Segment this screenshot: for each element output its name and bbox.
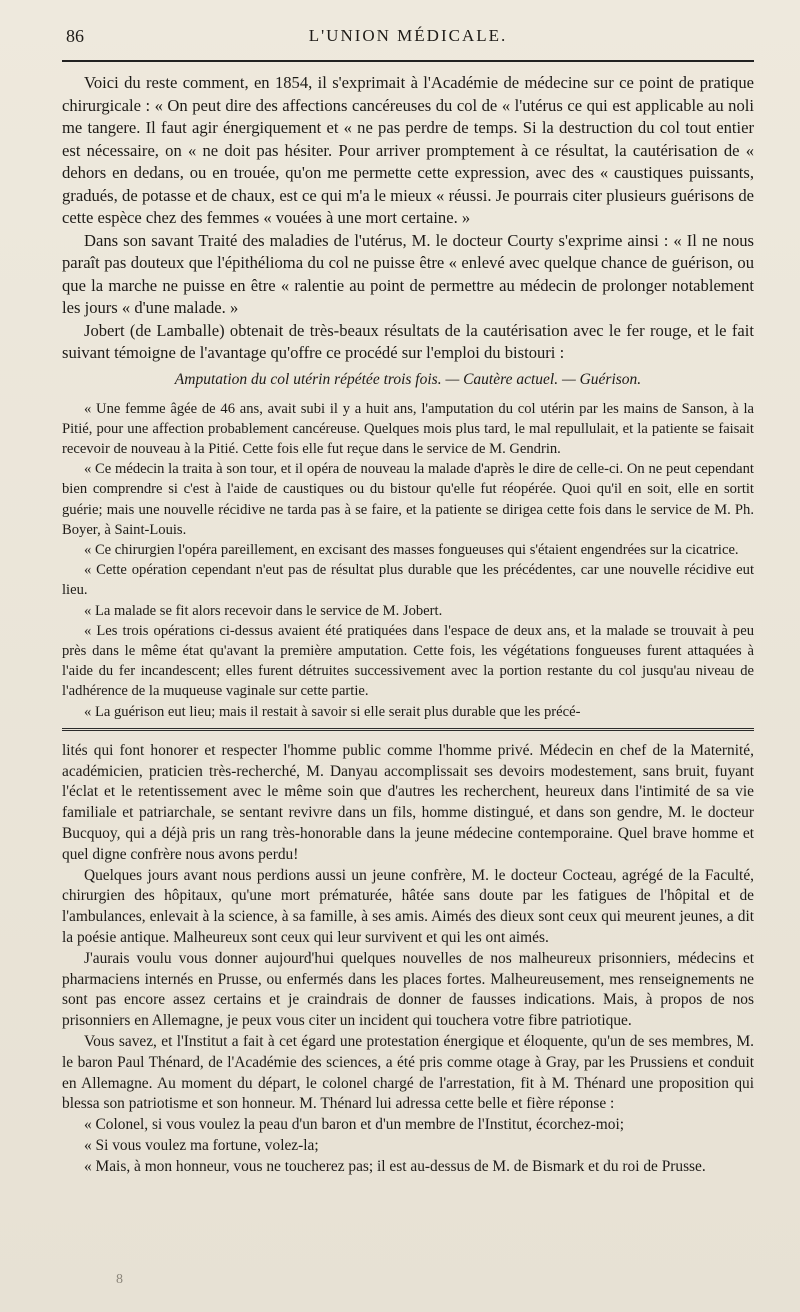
feuilleton-paragraph: Quelques jours avant nous perdions aussi un jeune confrère, M. le docteur Cocteau, agrégé de la Faculté, chirurgien des hôpitaux, qu'une mort prématurée, hâtée sans doute par les fatigues de l'hôpital et de l'ambulances, enlevait à la science, à sa famille, à ses amis. Aimés des dieux sont ceux qui meurent jeunes, a dit la poésie antique. Malheureux sont ceux qui leur survivent et qui les ont aimés.: [62, 866, 754, 946]
feuilleton-paragraph: Vous savez, et l'Institut a fait à cet égard une protestation énergique et éloquente, qu'un de ses membres, M. le baron Paul Thénard, de l'Académie des sciences, a été pris comme otage à Gray, par les Prussiens et conduit en Allemagne. Au moment du départ, le colonel chargé de l'arrestation, fit à M. Thénard une proposition qui blessa son patriotisme et son honneur. M. Thénard lui adressa cette belle et fière réponse :: [62, 1032, 754, 1113]
feuilleton-paragraph: J'aurais voulu vous donner aujourd'hui quelques nouvelles de nos malheureux prisonniers, médecins et pharmaciens internés en Prusse, ou enfermés dans les places fortes. Malheureusement, mes renseignements ne sont pas encore assez certains et je craindrais de donner de fausses indications. Mais, à propos de nos prisonniers en Allemagne, je peux vous citer un incident qui touchera votre fibre patriotique.: [62, 949, 754, 1030]
header-rule: [62, 60, 754, 62]
main-paragraph: Dans son savant Traité des maladies de l'utérus, M. le docteur Courty s'exprime ainsi : « Il ne nous paraît pas douteux que l'épithélioma du col ne puisse être « enlevé avec quelque chance de guérison, ou que la marche ne puisse en être « ralentie au point de permettre au médecin de prolonger notablement les jours « d'une malade. »: [62, 230, 754, 317]
main-paragraph: Jobert (de Lamballe) obtenait de très-beaux résultats de la cautérisation avec le fer rouge, et le fait suivant témoigne de l'avantage qu'offre ce procédé sur l'emploi du bistouri :: [62, 320, 754, 362]
case-paragraph: « La guérison eut lieu; mais il restait à savoir si elle serait plus durable que les précé-: [84, 703, 581, 720]
feuilleton-divider: [62, 728, 754, 731]
case-report: [62, 399, 754, 722]
feuilleton-quote-line: « Si vous voulez ma fortune, volez-la;: [84, 1136, 319, 1154]
feuilleton-quote-line: « Mais, à mon honneur, vous ne toucherez pas; il est au-dessus de M. de Bismark et du roi de Prusse.: [84, 1157, 706, 1175]
feuilleton-section: [62, 741, 754, 1178]
case-paragraph: « Une femme âgée de 46 ans, avait subi il y a huit ans, l'amputation du col utérin par les mains de Sanson, à la Pitié, pour une affection probablement cancéreuse. Quelques mois plus tard, le mal repullulait, et la patiente se faisait recevoir de nouveau à la Pitié. Cette fois elle fut reçue dans le service de M. Gendrin.: [62, 400, 754, 457]
page-number: 86: [66, 26, 84, 46]
case-paragraph: « Les trois opérations ci-dessus avaient été pratiquées dans l'espace de deux ans, et la malade se trouvait à peu près dans le même état qu'avant la première amputation. Cette fois, les végétations fongueuses furent attaquées à l'aide du fer incandescent; elles furent détruites successivement avec la portion restante du col jusqu'au niveau de l'adhérence de la muqueuse vaginale sur cette partie.: [62, 622, 754, 700]
case-paragraph: « Cette opération cependant n'eut pas de résultat plus durable que les précédentes, car une nouvelle récidive eut lieu.: [62, 562, 754, 599]
journal-title: L'UNION MÉDICALE.: [308, 26, 508, 45]
case-subheading: Amputation du col utérin répétée trois fois. — Cautère actuel. — Guérison.: [174, 370, 642, 388]
feuilleton-paragraph: lités qui font honorer et respecter l'homme public comme l'homme privé. Médecin en chef de la Maternité, académicien, praticien très-recherché, M. Danyau accomplissait ses devoirs modestement, sans bruit, fuyant l'éclat et le retentissement avec le même soin que d'autres les recherchent, heureux dans l'intimité de sa vie familiale et patriarchale, se sentant revivre dans un fils, homme distingué, et dans son gendre, M. le docteur Bucquoy, qui a déjà pris un rang très-honorable dans la jeune médecine contemporaine. Quel brave homme et quel digne confrère nous avons perdu!: [62, 741, 754, 863]
page-header: [62, 22, 754, 50]
main-paragraph: Voici du reste comment, en 1854, il s'exprimait à l'Académie de médecine sur ce point de pratique chirurgicale : « On peut dire des affections cancéreuses du col de « l'utérus ce qui est applicable au noli me tangere. Il faut agir énergiquement et « ne pas perdre de temps. Si la destruction du col tout entier est nécessaire, on « ne doit pas hésiter. Pour arriver promptement à ce résultat, la cautérisation de « dehors en dedans, ou en trouée, qu'on me permette cette expression, avec des « caustiques puissants, gradués, de potasse et de chaux, est ce qui m'a le mieux « réussi. Je pourrais citer plusieurs guérisons de cette espèce chez des femmes « vouées à une mort certaine. »: [62, 73, 754, 227]
signature-mark: 8: [116, 1272, 123, 1287]
case-paragraph: « Ce médecin la traita à son tour, et il opéra de nouveau la malade d'après le dire de celle-ci. On ne peut cependant bien comprendre si c'est à l'aide de caustiques ou du bistour qu'elle fut réopérée. Quoi qu'il en soit, elle en sortit guérie; mais une nouvelle récidive ne tarda pas à se faire, et la patiente se dirigea cette fois dans le service de M. Ph. Boyer, à Saint-Louis.: [62, 461, 754, 538]
main-article: [62, 72, 754, 365]
case-paragraph: « La malade se fit alors recevoir dans le service de M. Jobert.: [84, 602, 443, 619]
case-paragraph: « Ce chirurgien l'opéra pareillement, en excisant des masses fongueuses qui s'étaient engendrées sur la cicatrice.: [84, 541, 739, 558]
feuilleton-quote-line: « Colonel, si vous voulez la peau d'un baron et d'un membre de l'Institut, écorchez-moi;: [84, 1116, 625, 1134]
